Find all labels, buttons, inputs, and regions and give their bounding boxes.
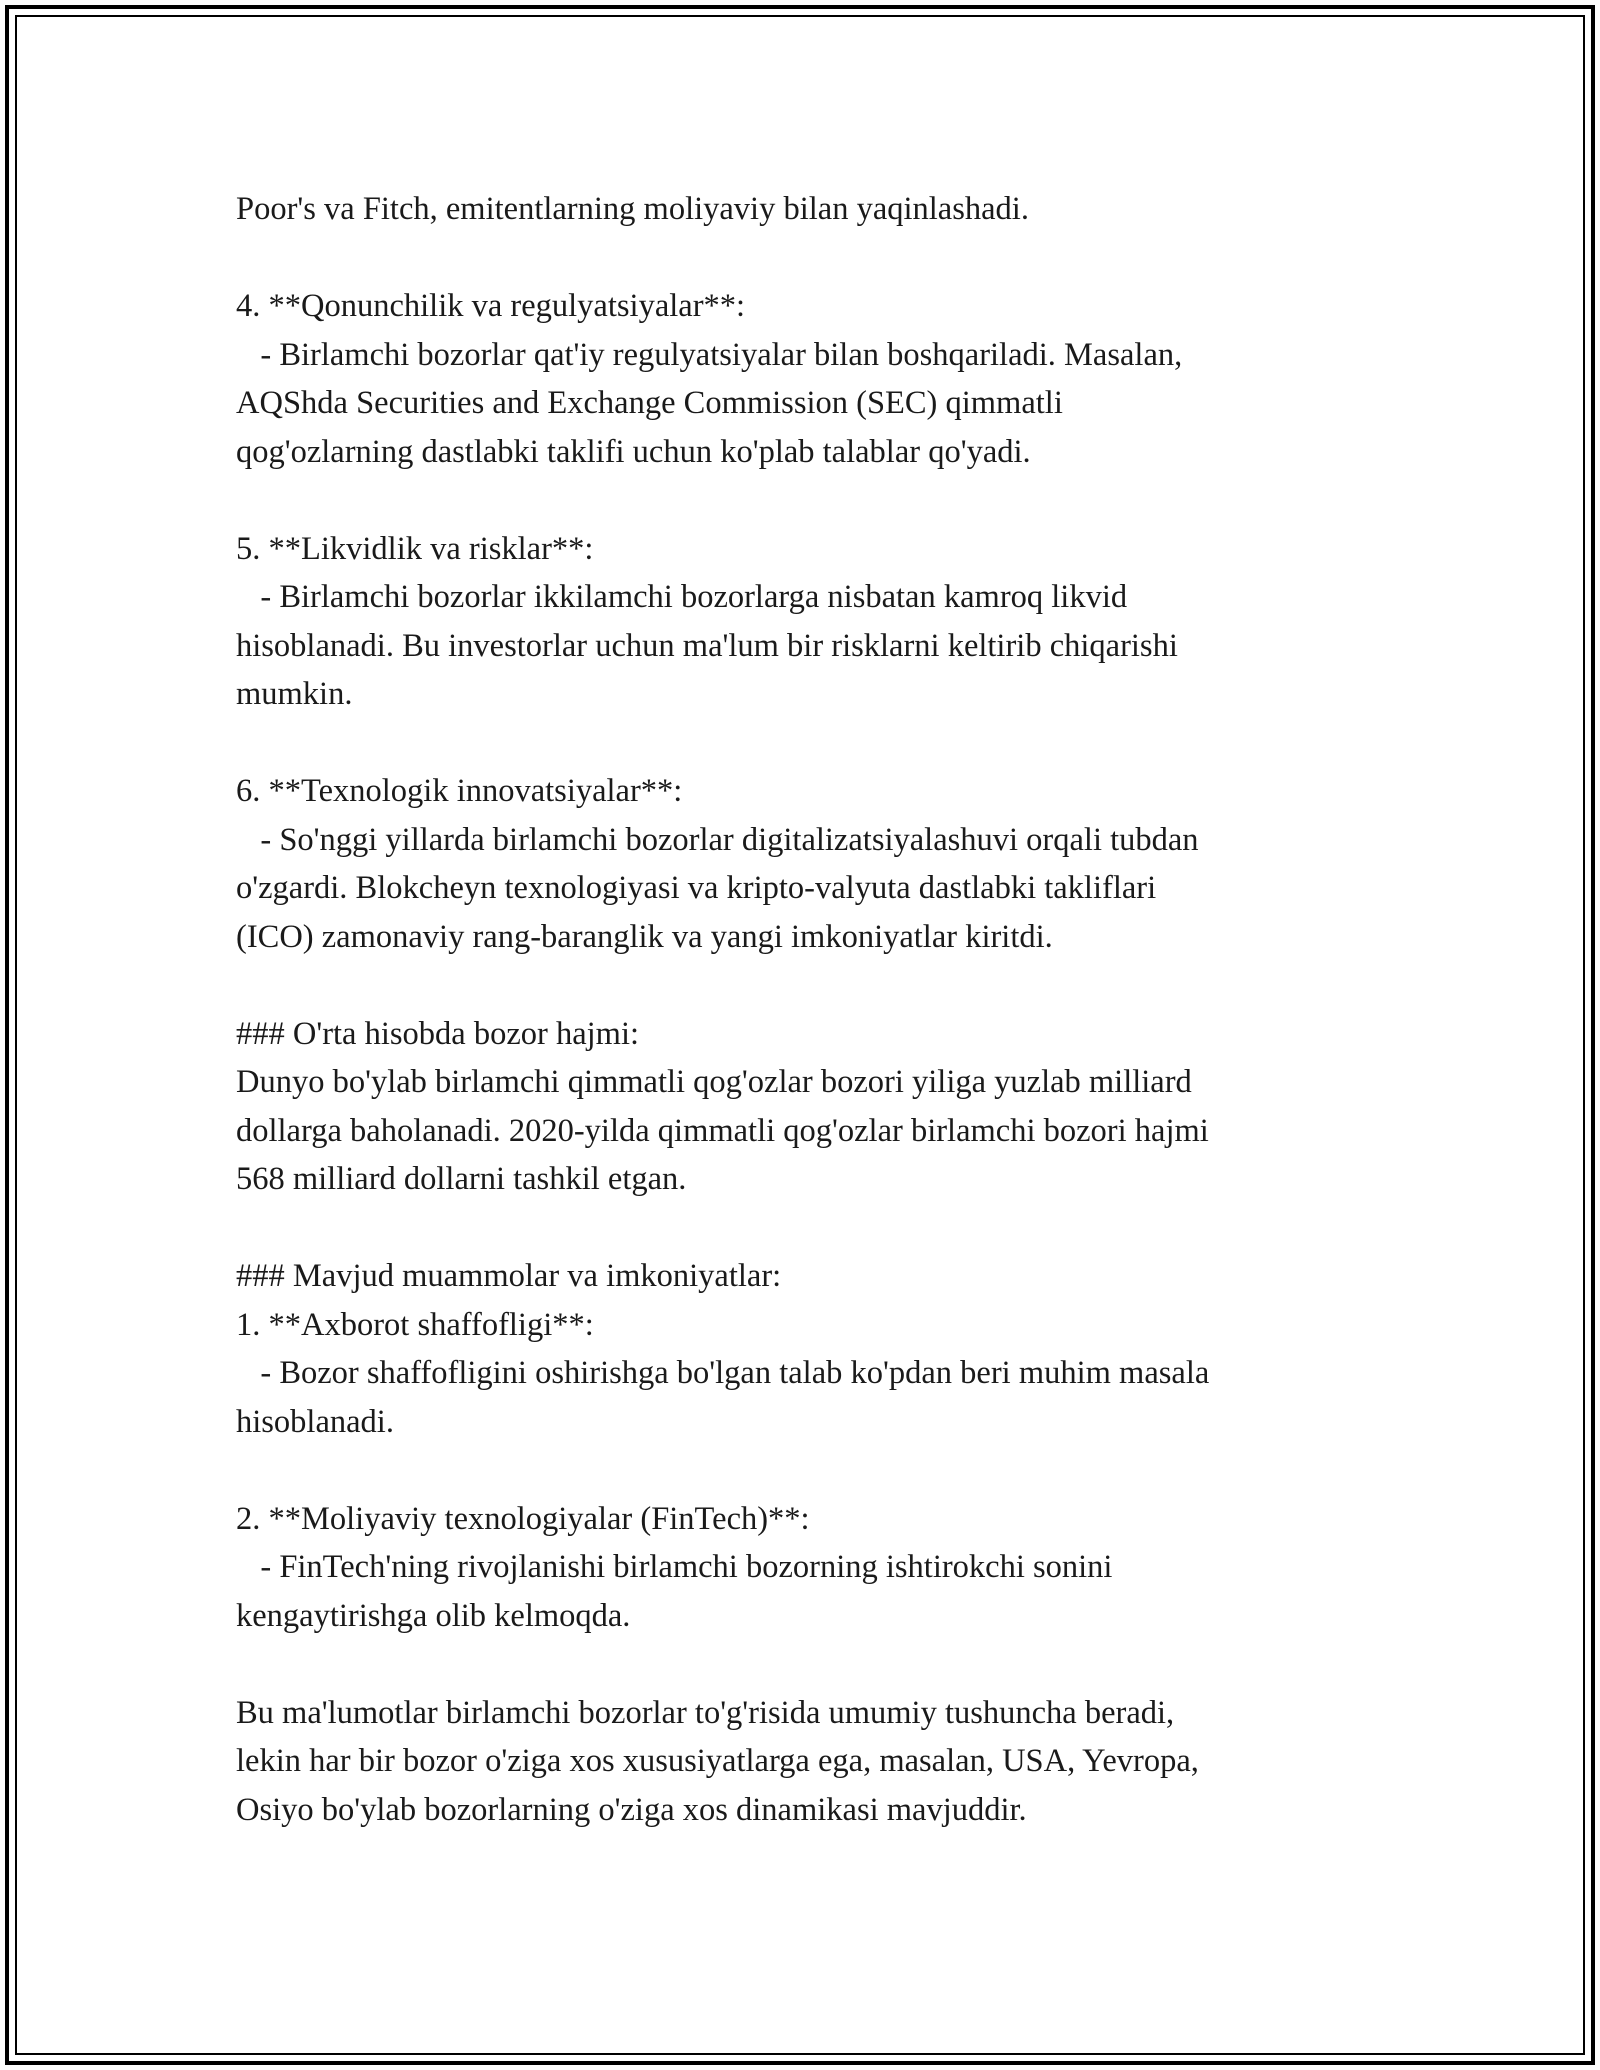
text-line: - FinTech'ning rivojlanishi birlamchi bozorning ishtirokchi sonini [236,1549,1113,1585]
section-heading-6: 6. **Texnologik innovatsiyalar**: [236,773,683,809]
text-line: - Bozor shaffofligini oshirishga bo'lgan talab ko'pdan beri muhim masala [236,1355,1210,1391]
text-line: Osiyo bo'ylab bozorlarning o'ziga xos dinamikasi mavjuddir. [236,1791,1027,1828]
text-line: mumkin. [236,676,353,712]
text-line: dollarga baholanadi. 2020-yilda qimmatli qog'ozlar birlamchi bozori hajmi [236,1112,1209,1149]
blank-line [236,719,1366,768]
text-line: hisoblanadi. [236,1403,394,1440]
text-line: Dunyo bo'ylab birlamchi qimmatli qog'ozlar bozori yiliga yuzlab milliard [236,1064,1192,1100]
blank-line [236,1640,1366,1689]
text-line: - So'nggi yillarda birlamchi bozorlar digitalizatsiyalashuvi orqali tubdan [236,821,1199,858]
blank-line [236,1446,1366,1495]
text-line: Poor's va Fitch, emitentlarning moliyaviy bilan yaqinlashadi. [236,191,1029,227]
text-line: o'zgardi. Blokcheyn texnologiyasi va kripto-valyuta dastlabki takliflari [236,870,1157,906]
blank-line [236,961,1366,1010]
text-line: - Birlamchi bozorlar qat'iy regulyatsiyalar bilan boshqariladi. Masalan, [236,336,1183,373]
text-line: lekin har bir bozor o'ziga xos xususiyatlarga ega, masalan, USA, Yevropa, [236,1743,1199,1779]
text-line: kengaytirishga olib kelmoqda. [236,1597,631,1634]
text-line: 568 milliard dollarni tashkil etgan. [236,1161,687,1197]
text-line: hisoblanadi. Bu investorlar uchun ma'lum bir risklarni keltirib chiqarishi [236,627,1178,664]
section-heading-4: 4. **Qonunchilik va regulyatsiyalar**: [236,288,746,324]
text-line: (ICO) zamonaviy rang-baranglik va yangi imkoniyatlar kiritdi. [236,918,1053,955]
section-heading-2: 2. **Moliyaviy texnologiyalar (FinTech)**: [236,1500,810,1537]
blank-line [236,1204,1366,1253]
subheading-market-size: ### O'rta hisobda bozor hajmi: [236,1015,639,1052]
text-line: AQShda Securities and Exchange Commission (SEC) qimmatli [236,385,1063,421]
text-line: qog'ozlarning dastlabki taklifi uchun ko'plab talablar qo'yadi. [236,433,1031,470]
subheading-problems: ### Mavjud muammolar va imkoniyatlar: [236,1258,782,1294]
document-body [236,185,1366,1834]
text-line: Bu ma'lumotlar birlamchi bozorlar to'g'risida umumiy tushuncha beradi, [236,1694,1175,1731]
text-line: - Birlamchi bozorlar ikkilamchi bozorlarga nisbatan kamroq likvid [236,579,1128,615]
section-heading-5: 5. **Likvidlik va risklar**: [236,530,594,567]
blank-line [236,476,1366,525]
section-heading-1: 1. **Axborot shaffofligi**: [236,1306,594,1343]
blank-line [236,234,1366,283]
